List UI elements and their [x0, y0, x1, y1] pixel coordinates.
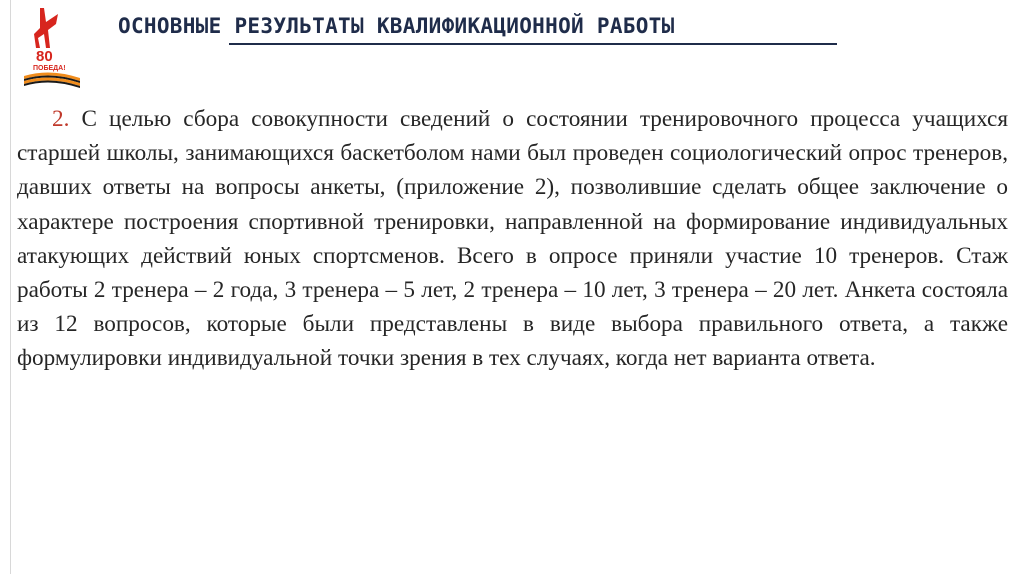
monument-shape — [34, 8, 58, 48]
paragraph-text: С целью сбора совокупности сведений о состоянии тренировочного процесса учащихся старшей школы, занимающихся баскетболом нами был проведен социологический опрос тренеров, давших ответы на вопросы анкеты, (приложение 2), позволившие сделать общее заключение о характере построения спортивной тренировки, направленной на формирование индивидуальных атакующих действий юных спортсменов. Всего в опросе приняли участие 10 тренеров. Стаж работы 2 тренера – 2 года, 3 тренера – 5 лет, 2 тренера – 10 лет, 3 тренера – 20 лет. Анкета состояла из 12 вопросов, которые были представлены в виде выбора правильного ответа, а также формулировки индивидуальной точки зрения в тех случаях, когда нет варианта ответа. — [17, 106, 1009, 372]
body-paragraph — [17, 102, 1008, 376]
logo-number: 80 — [36, 48, 53, 65]
victory-80-logo-icon — [18, 4, 82, 88]
item-number: 2. — [52, 106, 70, 132]
title-underline — [229, 43, 837, 45]
logo-caption: ПОБЕДА! — [33, 65, 66, 72]
slide-title: ОСНОВНЫЕ РЕЗУЛЬТАТЫ КВАЛИФИКАЦИОННОЙ РАБОТЫ — [118, 14, 675, 38]
left-border-line — [10, 0, 11, 574]
